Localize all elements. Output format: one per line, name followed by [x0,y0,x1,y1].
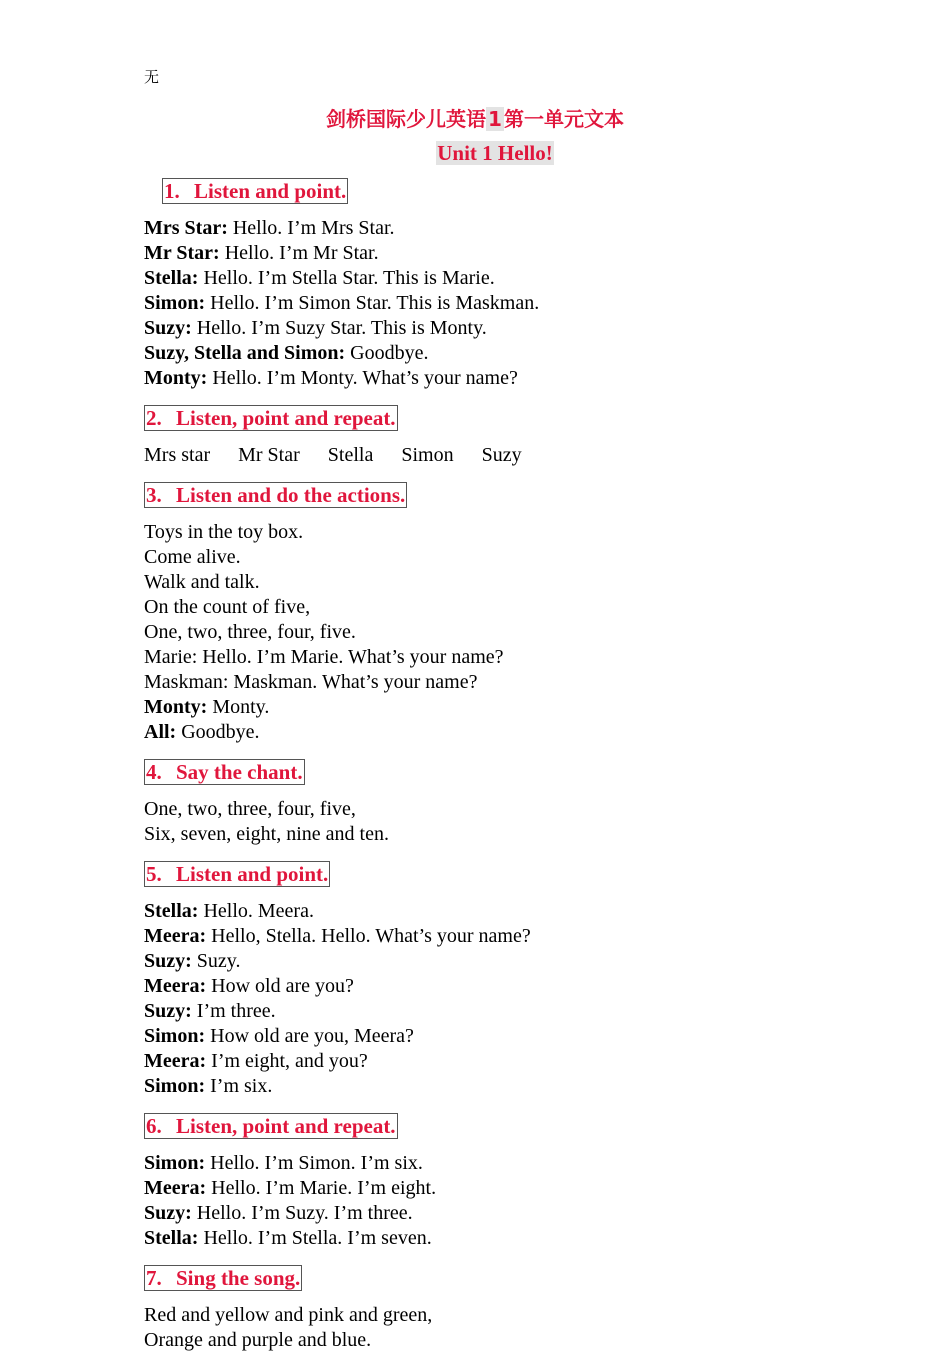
line-text: Toys in the toy box. [144,521,304,543]
line-text: Hello. I’m Mr Star. [219,242,379,264]
line-text: Hello. I’m Mrs Star. [227,217,395,239]
speaker-label: Suzy: [144,950,192,972]
text-line [144,241,924,266]
section-heading-wrap [144,861,924,887]
speaker-label: Meera: [144,975,207,997]
text-line [144,797,924,822]
section-gap [144,847,924,859]
character-name: Mrs star [144,444,211,466]
speaker-label: Meera: [144,925,207,947]
text-line [144,1151,924,1176]
section-gap [144,391,924,403]
section-heading [144,405,398,431]
line-text: Hello. I’m Simon. I’m six. [205,1152,423,1174]
line-text: Hello. I’m Suzy Star. This is Monty. [191,317,487,339]
text-line [144,1201,924,1226]
title-english [0,141,950,166]
line-text: Hello. I’m Stella. I’m seven. [198,1227,432,1249]
title-cn-num: 1 [488,107,502,131]
text-line [144,822,924,847]
line-text: Maskman: Maskman. What’s your name? [144,671,478,693]
speaker-label: Monty: [144,696,208,718]
text-line [144,924,924,949]
character-name: Mr Star [238,444,300,466]
section-gap [144,745,924,757]
speaker-label: Suzy: [144,1202,192,1224]
text-line [144,545,924,570]
speaker-label: All: [144,721,177,743]
speaker-label: Mr Star: [144,242,220,264]
section-title: Listen and point. [176,862,329,886]
text-line [144,1226,924,1251]
line-text: On the count of five, [144,596,311,618]
text-line [144,570,924,595]
line-text: Goodbye. [176,721,260,743]
section-heading [144,1113,398,1139]
section-title: Listen and point. [194,179,347,203]
section-gap [144,1099,924,1111]
section-heading [144,482,407,508]
text-line [144,999,924,1024]
speaker-label: Suzy: [144,1000,192,1022]
section-number: 4. [146,760,162,784]
line-text: Come alive. [144,546,241,568]
line-text: Marie: Hello. I’m Marie. What’s your name? [144,646,504,668]
section-heading-wrap [144,482,924,508]
section-number: 3. [146,483,162,507]
section-heading-wrap [144,1265,924,1291]
line-text: How old are you? [206,975,354,997]
line-text: Six, seven, eight, nine and ten. [144,823,389,845]
section-number: 2. [146,406,162,430]
speaker-label: Simon: [144,1025,206,1047]
line-text: Hello. I’m Stella Star. This is Marie. [198,267,495,289]
line-text: Hello. I’m Marie. I’m eight. [206,1177,437,1199]
names-row [144,443,924,468]
section-gap [144,1353,924,1365]
text-line [144,291,924,316]
speaker-label: Monty: [144,367,208,389]
section-heading [144,861,330,887]
line-text: Suzy. [191,950,241,972]
section-number: 1. [164,179,180,203]
speaker-label: Simon: [144,1075,206,1097]
section-heading-wrap [144,405,924,431]
character-name: Suzy [481,444,522,466]
section-title: Listen, point and repeat. [176,406,396,430]
text-line [144,695,924,720]
section-gap [144,468,924,480]
text-line [144,1049,924,1074]
title-en-text: Unit 1 Hello! [437,141,553,165]
text-line [144,645,924,670]
line-text: Hello. Meera. [198,900,314,922]
title-chinese [0,103,950,132]
text-line [144,1303,924,1328]
speaker-label: Meera: [144,1177,207,1199]
section-heading [144,759,305,785]
speaker-label: Stella: [144,900,199,922]
speaker-label: Simon: [144,292,206,314]
character-name: Stella [327,444,374,466]
section-title: Sing the song. [176,1266,301,1290]
text-line [144,1074,924,1099]
line-text: I’m three. [191,1000,276,1022]
title-cn-post: 第一单元文本 [503,107,624,131]
section-number: 5. [146,862,162,886]
section-title: Listen, point and repeat. [176,1114,396,1138]
speaker-label: Suzy, Stella and Simon: [144,342,346,364]
section-heading [144,1265,302,1291]
line-text: Monty. [207,696,270,718]
speaker-label: Suzy: [144,317,192,339]
section-title: Say the chant. [176,760,303,784]
speaker-label: Stella: [144,267,199,289]
text-line [144,341,924,366]
section-heading-wrap [144,759,924,785]
section-heading [162,178,348,204]
text-line [144,266,924,291]
text-line [144,899,924,924]
text-line [144,720,924,745]
speaker-label: Simon: [144,1152,206,1174]
line-text: Hello, Stella. Hello. What’s your name? [206,925,531,947]
text-line [144,620,924,645]
line-text: One, two, three, four, five. [144,621,356,643]
header-note: 无 [144,68,160,86]
text-line [144,366,924,391]
document-body [144,176,924,1365]
line-text: I’m eight, and you? [206,1050,368,1072]
line-text: One, two, three, four, five, [144,798,356,820]
character-name: Simon [401,444,454,466]
text-line [144,1024,924,1049]
text-line [144,595,924,620]
section-title: Listen and do the actions. [176,483,406,507]
line-text: Walk and talk. [144,571,260,593]
text-line [144,316,924,341]
line-text: I’m six. [205,1075,273,1097]
section-heading-wrap [162,178,924,204]
text-line [144,670,924,695]
speaker-label: Mrs Star: [144,217,228,239]
text-line [144,1176,924,1201]
section-gap [144,1251,924,1263]
line-text: Hello. I’m Monty. What’s your name? [207,367,518,389]
line-text: Goodbye. [345,342,429,364]
line-text: Orange and purple and blue. [144,1329,372,1351]
title-cn-pre: 剑桥国际少儿英语 [326,107,487,131]
text-line [144,520,924,545]
section-number: 6. [146,1114,162,1138]
section-number: 7. [146,1266,162,1290]
text-line [144,1328,924,1353]
text-line [144,949,924,974]
speaker-label: Meera: [144,1050,207,1072]
line-text: How old are you, Meera? [205,1025,414,1047]
line-text: Red and yellow and pink and green, [144,1304,433,1326]
line-text: Hello. I’m Simon Star. This is Maskman. [205,292,540,314]
section-heading-wrap [144,1113,924,1139]
text-line [144,974,924,999]
speaker-label: Stella: [144,1227,199,1249]
line-text: Hello. I’m Suzy. I’m three. [191,1202,413,1224]
text-line [144,216,924,241]
